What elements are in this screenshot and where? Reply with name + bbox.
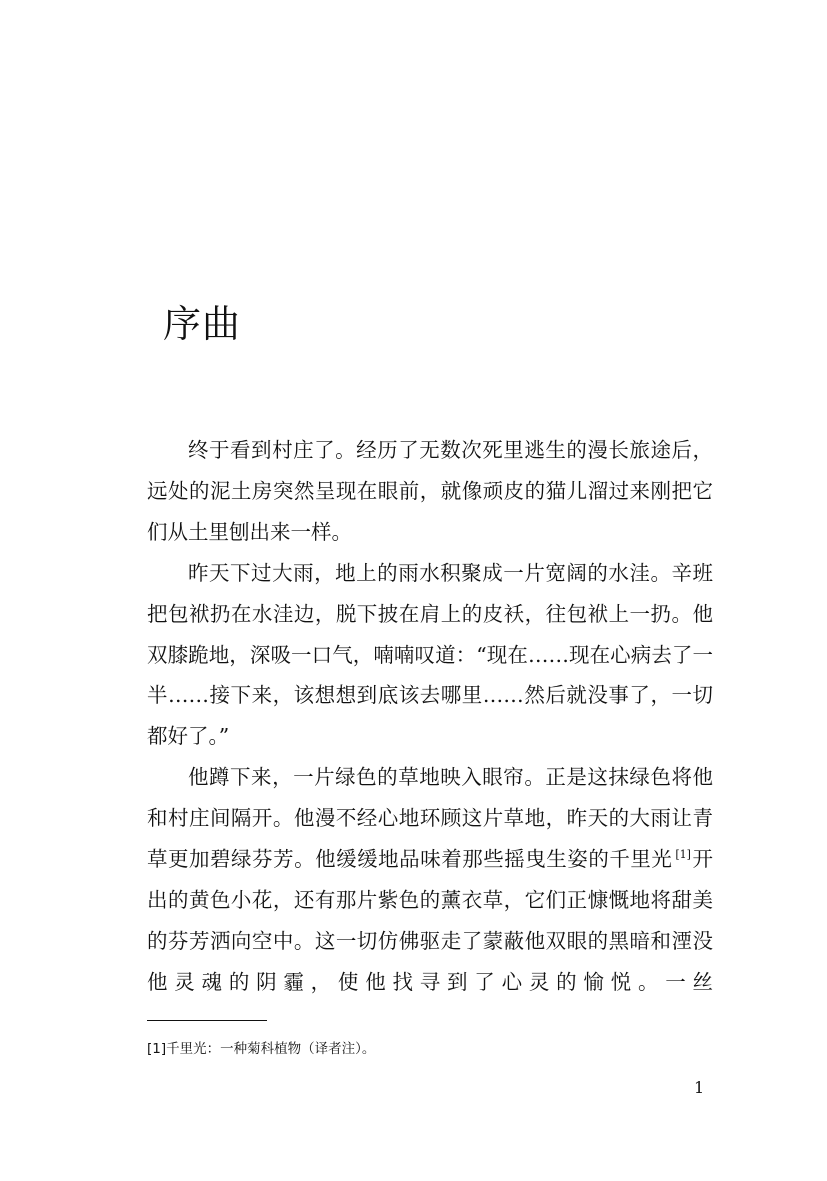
chapter-title: 序曲 — [163, 302, 242, 346]
footnote-divider — [147, 1020, 267, 1021]
footnote-reference[interactable]: [1] — [675, 848, 691, 862]
footnote: [1]千里光：一种菊科植物（译者注）。 — [147, 1041, 376, 1057]
paragraph-3-text-before: 他蹲下来，一片绿色的草地映入眼帘。正是这抹绿色将他和村庄间隔开。他漫不经心地环顾这片草地，昨天的大雨让青草更加碧绿芬芳。他缓缓地品味着那些摇曳生姿的千里光 — [147, 765, 713, 872]
body-text — [147, 430, 713, 1003]
paragraph-1: 终于看到村庄了。经历了无数次死里逃生的漫长旅途后，远处的泥土房突然呈现在眼前，就像顽皮的猫儿溜过来刚把它们从土里刨出来一样。 — [147, 438, 713, 544]
page-number: 1 — [694, 1078, 705, 1097]
paragraph-3-text-after: 开出的黄色小花，还有那片紫色的薰衣草，它们正慷慨地将甜美的芬芳洒向空中。这一切仿佛驱走了蒙蔽他双眼的黑暗和湮没他灵魂的阴霾，使他找寻到了心灵的愉悦。一丝 — [147, 847, 713, 994]
paragraph-2: 昨天下过大雨，地上的雨水积聚成一片宽阔的水洼。辛班把包袱扔在水洼边，脱下披在肩上的皮袄，往包袱上一扔。他双膝跪地，深吸一口气，喃喃叹道：“现在……现在心病去了一半……接下来，该想想到底该去哪里……然后就没事了，一切都好了。” — [147, 560, 713, 749]
paragraph-3 — [147, 757, 713, 1002]
